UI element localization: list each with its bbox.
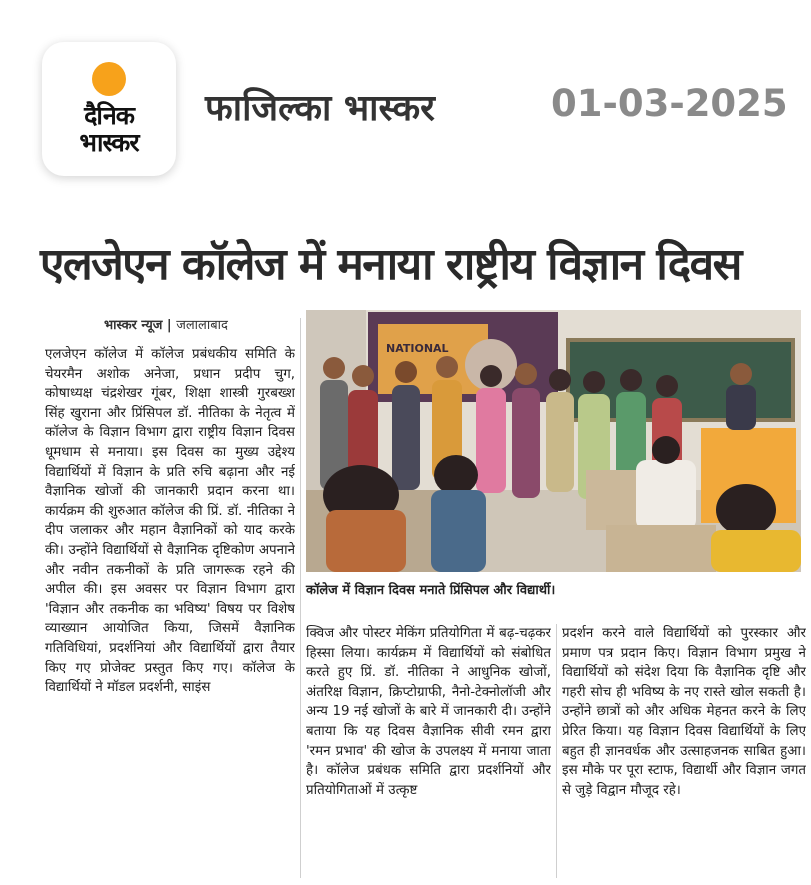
column-divider — [300, 318, 301, 878]
dainik-bhaskar-logo — [42, 42, 176, 176]
screen-text: NATIONAL — [386, 342, 449, 355]
logo-text-line1: दैनिक — [84, 101, 134, 130]
article-column-1: एलजेएन कॉलेज में कॉलेज प्रबंधकीय समिति के चेयरमैन अशोक अनेजा, प्रधान प्रदीप चुग, कोषाध्यक्ष चंद्रशेखर गूंबर, शिक्षा शास्त्री गुरबख्श सिंह खुराना और प्रिंसिपल डॉ. नीतिका के नेतृत्व में कॉलेज के विज्ञान विभाग द्वारा राष्ट्रीय विज्ञान दिवस धूमधाम से मनाया। इस दिवस का मुख्य उद्देश्य विद्यार्थियों में विज्ञान के प्रति रुचि बढ़ाना और नई वैज्ञानिक खोजों की जानकारी प्रदान करना था। कार्यक्रम की शुरुआत कॉलेज की प्रिं. डॉ. नीतिका ने दीप जलाकर और महान वैज्ञानिकों को याद करके की। उन्होंने विद्यार्थियों से वैज्ञानिक दृष्टिकोण अपनाने और नवीन तकनीकों के प्रति जागरूक रहने की अपील की। इस अवसर पर विज्ञान विभाग द्वारा 'विज्ञान और तकनीक का भविष्य' विषय पर विशेष व्याख्यान आयोजित किया, जिसमें वैज्ञानिक गतिविधियां, प्रदर्शनियां और विद्यार्थियों द्वारा तैयार किए गए प्रोजेक्ट प्रस्तुत किए गए। कॉलेज के विद्यार्थियों ने मॉडल प्रदर्शनी, साइंस — [45, 347, 295, 696]
article-headline: एलजेएन कॉलेज में मनाया राष्ट्रीय विज्ञान दिवस — [40, 239, 741, 290]
dateline — [104, 315, 228, 333]
logo-text-line2: भास्कर — [79, 128, 139, 157]
article-column-3: प्रदर्शन करने वाले विद्यार्थियों को पुरस्कार और प्रमाण पत्र प्रदान किए। विज्ञान विभाग प्रमुख ने विद्यार्थियों को संदेश दिया कि वैज्ञानिक दृष्टि और गहरी सोच ही भविष्य के नए रास्ते खोल सकती है। उन्होंने छात्रों को और अधिक मेहनत करने के लिए प्रेरित किया। यह विज्ञान दिवस विद्यार्थियों के लिए बहुत ही ज्ञानवर्धक और उत्साहजनक साबित हुआ। इस मौके पर पूरा स्टाफ, विद्यार्थी और विज्ञान जगत से जुड़े विद्वान मौजूद रहे। — [562, 626, 806, 798]
column-divider — [556, 624, 557, 878]
dateline-source: भास्कर न्यूज | — [104, 318, 172, 333]
publication-date: 01-03-2025 — [551, 82, 788, 125]
dateline-city: जलालाबाद — [176, 318, 228, 333]
edition-title: फाजिल्का भास्कर — [205, 88, 435, 129]
sun-icon — [92, 62, 126, 96]
event-photo-illustration — [306, 310, 801, 572]
article-column-2: क्विज और पोस्टर मेकिंग प्रतियोगिता में बढ़-चढ़कर हिस्सा लिया। कार्यक्रम में विद्यार्थियों को संबोधित करते हुए प्रिं. डॉ. नीतिका ने आधुनिक खोजों, अंतरिक्ष विज्ञान, क्रिप्टोग्राफी, नैनो-टेक्नोलॉजी और अन्य 19 नई खोजों के बारे में जानकारी दी। उन्होंने बताया कि यह दिवस वैज्ञानिक सीवी रमन द्वारा 'रमन प्रभाव' की खोज के उपलक्ष्य में मनाया जाता है। कॉलेज प्रबंधक समिति द्वारा प्रदर्शनियों और प्रतियोगिताओं में उत्कृष्ट — [306, 626, 551, 798]
photo-caption: कॉलेज में विज्ञान दिवस मनाते प्रिंसिपल और विद्यार्थी। — [306, 583, 556, 598]
event-photo — [306, 310, 801, 572]
